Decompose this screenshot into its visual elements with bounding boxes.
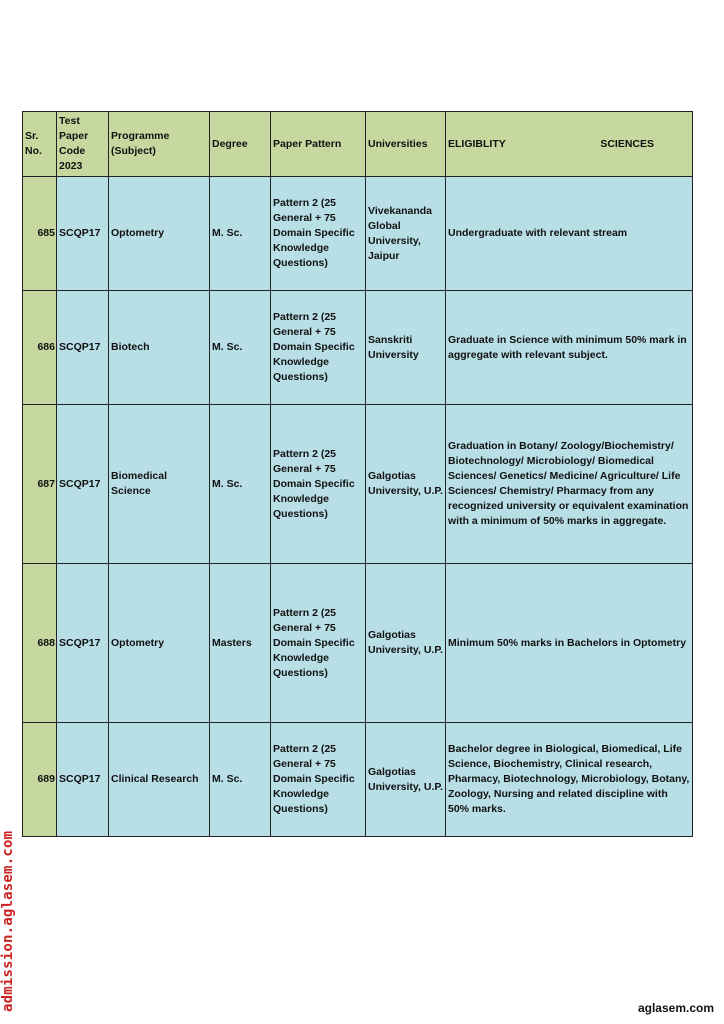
header-programme: Programme (Subject) <box>109 112 210 177</box>
eligibility-cell: Undergraduate with relevant stream <box>446 177 693 291</box>
university-cell: Sanskriti University <box>366 291 446 405</box>
university-cell: Galgotias University, U.P. <box>366 564 446 723</box>
eligibility-cell: Minimum 50% marks in Bachelors in Optometry <box>446 564 693 723</box>
header-paper-pattern: Paper Pattern <box>271 112 366 177</box>
code-cell: SCQP17 <box>57 405 109 564</box>
header-eligibility <box>446 112 693 177</box>
sr-no-cell: 687 <box>23 405 57 564</box>
sr-no-cell: 685 <box>23 177 57 291</box>
eligibility-cell: Graduation in Botany/ Zoology/Biochemistry/ Biotechnology/ Microbiology/ Biomedical Sciences/ Genetics/ Medicine/ Agriculture/ Life Sciences/ Chemistry/ Pharmacy from any recognized university or equivalent examination with a minimum of 50% marks in aggregate. <box>446 405 693 564</box>
eligibility-label: ELIGIBLITY <box>448 137 506 150</box>
code-cell: SCQP17 <box>57 177 109 291</box>
sr-no-cell: 686 <box>23 291 57 405</box>
table-row <box>23 291 693 405</box>
sr-no-cell: 689 <box>23 723 57 837</box>
table-row <box>23 564 693 723</box>
degree-cell: M. Sc. <box>210 405 271 564</box>
header-test-paper-code: Test Paper Code 2023 <box>57 112 109 177</box>
table-row <box>23 405 693 564</box>
code-cell: SCQP17 <box>57 291 109 405</box>
programme-cell: Biomedical Science <box>109 405 210 564</box>
pattern-cell: Pattern 2 (25 General + 75 Domain Specific Knowledge Questions) <box>271 291 366 405</box>
eligibility-table <box>22 111 693 837</box>
eligibility-cell: Bachelor degree in Biological, Biomedical, Life Science, Biochemistry, Clinical research, Pharmacy, Biotechnology, Microbiology, Botany, Zoology, Nursing and related discipline with 50% marks. <box>446 723 693 837</box>
header-row <box>23 112 693 177</box>
sr-no-cell: 688 <box>23 564 57 723</box>
programme-cell: Optometry <box>109 177 210 291</box>
header-sr-no: Sr. No. <box>23 112 57 177</box>
footer-brand[interactable]: aglasem.com <box>637 1001 714 1015</box>
pattern-cell: Pattern 2 (25 General + 75 Domain Specific Knowledge Questions) <box>271 177 366 291</box>
pattern-cell: Pattern 2 (25 General + 75 Domain Specific Knowledge Questions) <box>271 405 366 564</box>
pattern-cell: Pattern 2 (25 General + 75 Domain Specific Knowledge Questions) <box>271 723 366 837</box>
university-cell: Vivekananda Global University, Jaipur <box>366 177 446 291</box>
degree-cell: Masters <box>210 564 271 723</box>
degree-cell: M. Sc. <box>210 291 271 405</box>
university-cell: Galgotias University, U.P. <box>366 723 446 837</box>
university-cell: Galgotias University, U.P. <box>366 405 446 564</box>
eligibility-cell: Graduate in Science with minimum 50% mark in aggregate with relevant subject. <box>446 291 693 405</box>
header-universities: Universities <box>366 112 446 177</box>
table-row <box>23 177 693 291</box>
pattern-cell: Pattern 2 (25 General + 75 Domain Specific Knowledge Questions) <box>271 564 366 723</box>
programme-cell: Biotech <box>109 291 210 405</box>
degree-cell: M. Sc. <box>210 177 271 291</box>
programme-cell: Clinical Research <box>109 723 210 837</box>
section-label: SCIENCES <box>600 137 654 150</box>
degree-cell: M. Sc. <box>210 723 271 837</box>
code-cell: SCQP17 <box>57 723 109 837</box>
code-cell: SCQP17 <box>57 564 109 723</box>
watermark-text[interactable]: admission.aglasem.com <box>0 830 16 1012</box>
programme-cell: Optometry <box>109 564 210 723</box>
header-degree: Degree <box>210 112 271 177</box>
table-row <box>23 723 693 837</box>
